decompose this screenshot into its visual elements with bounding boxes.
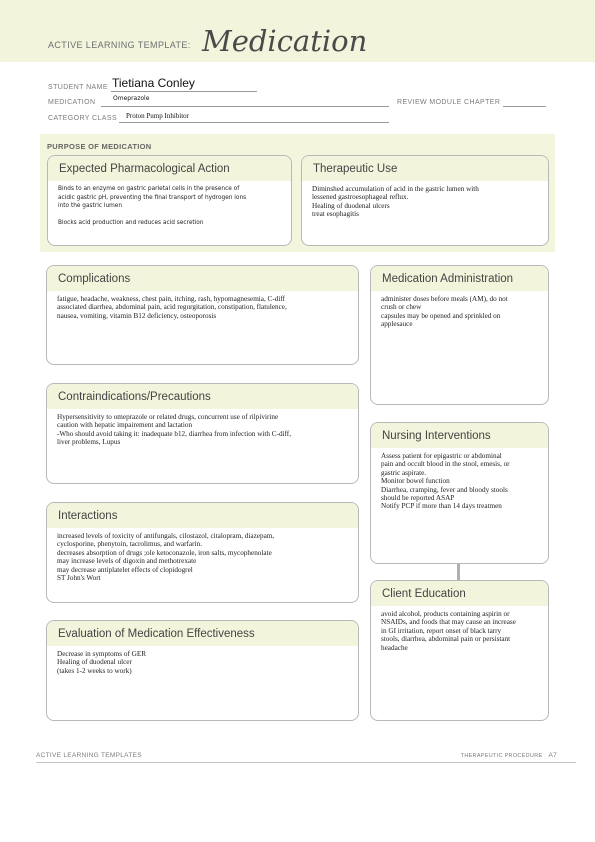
category-class-label: CATEGORY CLASS bbox=[48, 115, 118, 122]
review-module-line bbox=[503, 106, 546, 107]
contraindications-text: Hypersensitivity to omeprazole or related drugs, concurrent use of rilpivirine caution with hepatic impairement and lactation -Who should avoid taking it: inadequate b12, diarrhea from infection with C-diff, liver problems, Lupus bbox=[57, 413, 292, 447]
medication-administration-text: administer doses before meals (AM), do not crush or chew capsules may be opened and sprinkled on applesauce bbox=[381, 295, 508, 329]
contraindications-box bbox=[46, 383, 359, 484]
student-name-label: STUDENT NAME bbox=[48, 84, 108, 91]
category-class-value: Proton Pump Inhibitor bbox=[126, 112, 190, 120]
nursing-interventions-box bbox=[370, 422, 549, 564]
evaluation-text: Decrease in symptoms of GER Healing of duodenal ulcer (takes 1-2 weeks to work) bbox=[57, 650, 147, 675]
therapeutic-use-box bbox=[301, 155, 549, 246]
purpose-label: PURPOSE OF MEDICATION bbox=[47, 142, 152, 151]
medication-line bbox=[101, 106, 389, 107]
interactions-text: increased levels of toxicity of antifungals, cilostazol, citalopram, diazepam, cyclosporine, phenytoin, tacrolimus, and warfarin. decreases absorption of drugs ;ole ketoconazole, iron salts, mycophenolate may increase levels of digoxin and methotrexate may decrease antiplatelet effects of clopidogrel ST John's Wort bbox=[57, 532, 275, 583]
medication-administration-title: Medication Administration bbox=[371, 266, 548, 291]
student-name-value: Tietiana Conley bbox=[112, 76, 195, 90]
page-number: A7 bbox=[548, 752, 557, 759]
footer-rule bbox=[36, 762, 576, 763]
interactions-box bbox=[46, 502, 359, 603]
category-class-line bbox=[119, 122, 389, 123]
nursing-interventions-title: Nursing Interventions bbox=[371, 423, 548, 448]
template-label: ACTIVE LEARNING TEMPLATE: bbox=[48, 40, 191, 50]
footer-section: THERAPEUTIC PROCEDURE bbox=[460, 753, 543, 759]
student-name-line bbox=[111, 91, 257, 92]
interactions-title: Interactions bbox=[47, 503, 358, 528]
nursing-interventions-text: Assess patient for epigastric or abdominal pain and occult blood in the stool, emesis, or gastric aspirate. Monitor bowel function Diarrhea, cramping, fever and bloody stools should be reported ASAP Notify PCP if more than 14 days treatmen bbox=[381, 452, 510, 511]
client-education-title: Client Education bbox=[371, 581, 548, 606]
complications-text: fatigue, headache, weakness, chest pain, itching, rash, hypomagnesemia, C-diff associated diarrhea, abdominal pain, acid regurgitation, constipation, flatulence, nausea, vomiting, vitamin B12 deficiency, osteoporosis bbox=[57, 295, 287, 320]
client-education-text: avoid alcohol, products containing aspirin or NSAIDs, and foods that may cause an increase in GI irritation, report onset of black tarry stools, diarrhea, abdominal pain or persistant headache bbox=[381, 610, 516, 652]
section-connector bbox=[457, 564, 460, 580]
template-title: Medication bbox=[202, 24, 368, 58]
footer-left: ACTIVE LEARNING TEMPLATES bbox=[36, 752, 142, 759]
complications-box bbox=[46, 265, 359, 365]
evaluation-box bbox=[46, 620, 359, 721]
therapeutic-use-title: Therapeutic Use bbox=[302, 156, 548, 181]
expected-action-box bbox=[47, 155, 292, 246]
therapeutic-use-text: Diminshed accumulation of acid in the gastric lumen with lessened gastroesophageal reflux. Healing of duodenal ulcers treat esophagitis bbox=[312, 185, 479, 219]
complications-title: Complications bbox=[47, 266, 358, 291]
footer-right bbox=[461, 752, 557, 759]
expected-action-title: Expected Pharmacological Action bbox=[48, 156, 291, 181]
client-education-box bbox=[370, 580, 549, 721]
expected-action-text: Binds to an enzyme on gastric parietal cells in the presence of acidic gastric pH, preventing the final transport of hydrogen ions into the gastric lumen Blocks acid production and reduces acid secretion bbox=[58, 186, 247, 227]
medication-administration-box bbox=[370, 265, 549, 405]
contraindications-title: Contraindications/Precautions bbox=[47, 384, 358, 409]
evaluation-title: Evaluation of Medication Effectiveness bbox=[47, 621, 358, 646]
review-module-label: REVIEW MODULE CHAPTER bbox=[397, 99, 501, 106]
medication-value: Omeprazole bbox=[113, 95, 150, 102]
medication-label: MEDICATION bbox=[48, 99, 96, 106]
